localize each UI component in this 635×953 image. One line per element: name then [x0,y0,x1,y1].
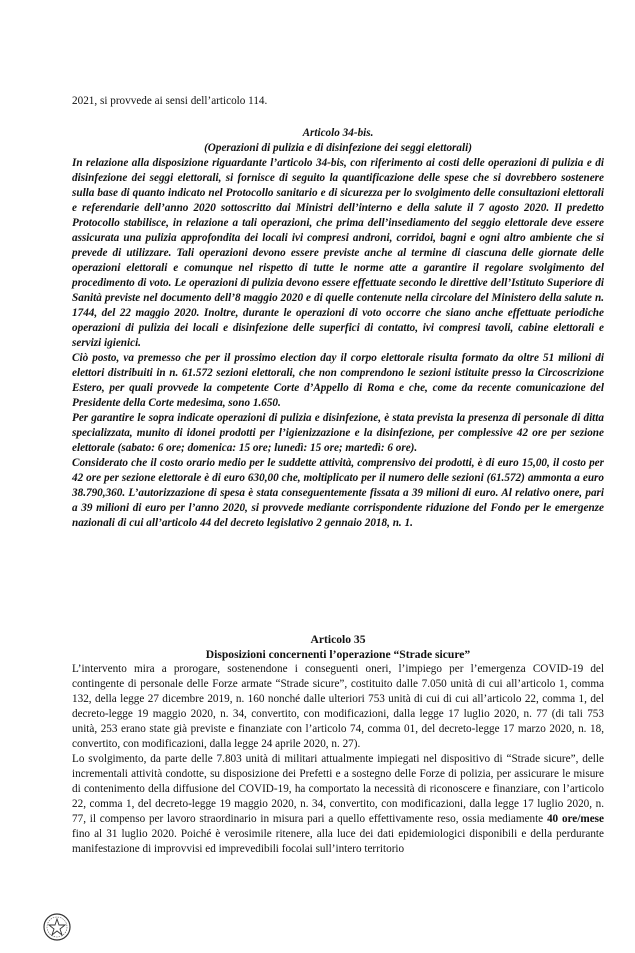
article-34-paragraph-4: Considerato che il costo orario medio per le suddette attività, comprensivo dei prodotti, è di euro 15,00, il costo per 42 ore per sezione elettorale è di euro 630,00 che, moltiplicato per il numero delle sezioni (61.572) ammonta a euro 38.790,360. L’autorizzazione di spesa è stata conseguentemente fissata a 39 milioni di euro. Al relativo onere, pari a 39 milioni di euro per l’anno 2020, si provvede mediante corrispondente riduzione del Fondo per le emergenze nazionali di cui all’articolo 44 del decreto legislativo 2 gennaio 2018, n. 1. [72,457,604,529]
article-35-title: Articolo 35 [310,633,366,646]
top-line-text: 2021, si provvede ai sensi dell’articolo 114. [72,95,268,107]
article-34-title: Articolo 34-bis. [302,127,374,139]
continuation-line [72,94,604,109]
article-34-paragraph-3: Per garantire le sopra indicate operazioni di pulizia e disinfezione, è stata prevista la presenza di personale di ditta specializzata, munito di idonei prodotti per l’igienizzazione e la disinfezione, per complessive 42 ore per sezione elettorale (sabato: 6 ore; domenica: 15 ore; lunedì: 15 ore; martedì: 6 ore). [72,412,604,454]
paragraph-2-bold-hours: 40 ore/mese [546,813,604,825]
article-35-subtitle: Disposizioni concernenti l’operazione “Strade sicure” [205,648,471,661]
article-35-paragraph-1: L’intervento mira a prorogare, sostenendone i conseguenti oneri, l’impiego per l’emergenza COVID-19 del contingente di personale delle Forze armate “Strade sicure”, costituito dalle 7.050 unità di cui all’articolo 1, comma 132, della legge 27 dicembre 2019, n. 160 nonché dalle ulteriori 753 unità di cui di cui all’articolo 22, comma 1, del decreto-legge 19 maggio 2020, n. 34, convertito, con modificazioni, dalla legge 17 luglio 2020, n. 77 (di tali 753 unità, 253 erano state già previste e finanziate con l’articolo 74, comma 01, del decreto-legge 17 marzo 2020, n. 18, convertito, con modificazioni, dalla legge 24 aprile 2020, n. 27). [72,663,604,750]
article-35-section [72,632,604,857]
article-34-paragraph-1: In relazione alla disposizione riguardante l’articolo 34-bis, con riferimento ai costi delle operazioni di pulizia e di disinfezione dei seggi elettorali, si fornisce di seguito la quantificazione delle spese che si dovrebbero sostenere sulla base di quanto indicato nel Protocollo sanitario e di sicurezza per lo svolgimento delle consultazioni elettorali e referendarie dell’anno 2020 sottoscritto dai Ministri dell’interno e della salute il 7 agosto 2020. Il predetto Protocollo stabilisce, in relazione a tali operazioni, che prima dell’insediamento del seggio elettorale deve essere assicurata una pulizia approfondita dei locali ivi compresi androni, corridoi, bagni e ogni altro ambiente che si prevede di utilizzare. Tali operazioni devono essere previste anche al termine di ciascuna delle giornate delle operazioni elettorali e comunque nel rispetto di tutte le norme atte a garantire il regolare svolgimento del procedimento di voto. Le operazioni di pulizia devono essere effettuate secondo le direttive dell’Istituto Superiore di Sanità previste nel documento dell’8 maggio 2020 e di quelle contenute nella circolare del Ministero della salute n. 1744, del 22 maggio 2020. Inoltre, durante le operazioni di voto occorre che siano anche effettuate periodiche operazioni di pulizia dei locali e disinfezione delle superfici di contatto, ivi compresi tavoli, cabine elettorali e servizi igienici. [72,157,604,349]
article-34-bis-section [72,126,604,531]
paragraph-2-text-start: Lo svolgimento, da parte delle 7.803 unità di militari attualmente impiegati nel dispositivo di “Strade sicure”, delle incrementali attività condotte, su disposizione dei Prefetti e a sostegno delle Forze di polizia, per assicurare le misure di contenimento della diffusione del COVID-19, ha comportato la necessità di riconoscere e finanziare, con l’articolo 22, comma 1, del decreto-legge 19 maggio 2020, n. 34, convertito, con modificazioni, dalla legge 17 luglio 2020, n. 77, il compenso per lavoro straordinario in misura pari a quello effettivamente reso, ossia mediamente [72,753,604,825]
paragraph-2-text-end: fino al 31 luglio 2020. Poiché è verosimile ritenere, alla luce dei dati epidemiologici disponibili e della perdurante manifestazione di improvvisi ed imprevedibili focolai sull’intero territorio [72,828,604,855]
article-34-paragraph-2: Ciò posto, va premesso che per il prossimo election day il corpo elettorale risulta formato da oltre 51 milioni di elettori distribuiti in n. 61.572 sezioni elettorali, che non comprendono le sezioni istituite presso la Circoscrizione Estero, per quali provvede la competente Corte d’Appello di Roma e che, come da recente comunicazione del Presidente della Corte medesima, sono 1.650. [72,352,604,409]
article-35-paragraph-2 [72,752,604,857]
article-34-subtitle: (Operazioni di pulizia e di disinfezione dei seggi elettorali) [204,142,472,154]
republic-seal-icon [42,912,72,942]
